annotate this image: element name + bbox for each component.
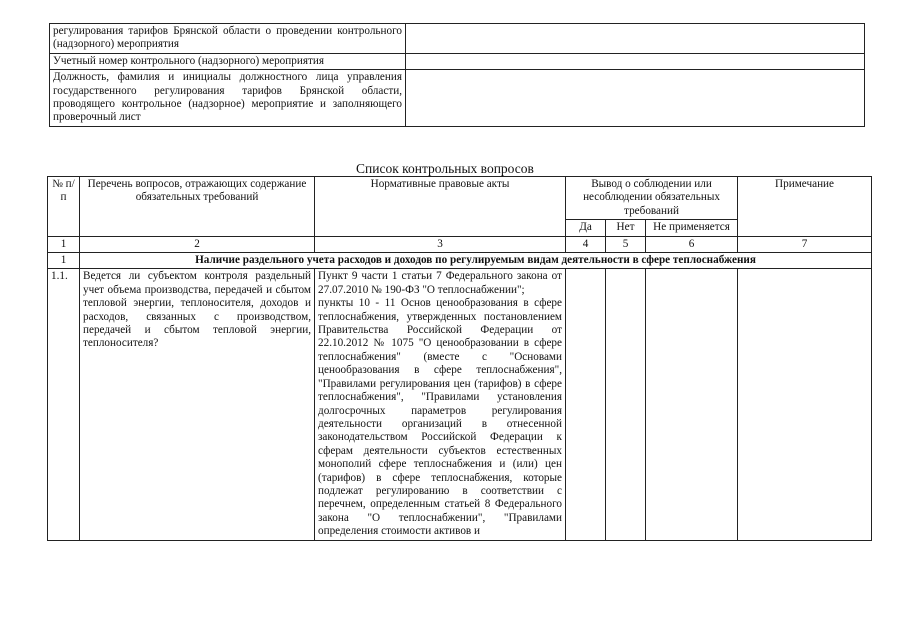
checklist-caption: Список контрольных вопросов	[356, 161, 534, 176]
header-note: Примечание	[738, 177, 872, 237]
section-number: 1	[48, 253, 80, 269]
answer-no-cell[interactable]	[606, 269, 646, 540]
header-conclusion: Вывод о соблюдении или несоблюдении обязательных требований	[566, 177, 738, 220]
answer-yes-cell[interactable]	[566, 269, 606, 540]
column-number: 5	[606, 236, 646, 252]
column-number: 6	[646, 236, 738, 252]
column-number: 3	[315, 236, 566, 252]
header-num: № п/п	[48, 177, 80, 237]
header-acts: Нормативные правовые акты	[315, 177, 566, 237]
section-row	[48, 253, 872, 269]
section-title: Наличие раздельного учета расходов и доходов по регулируемым видам деятельности в сфере теплоснабжения	[80, 253, 872, 269]
question-text: Ведется ли субъектом контроля раздельный учет объема производства, передачей и сбытом тепловой энергии, теплоносителя, доходов и расходов, связанных с производством, передачей и сбытом тепловой энергии, теплоносителя?	[80, 269, 315, 540]
legal-acts-text: Пункт 9 части 1 статьи 7 Федерального закона от 27.07.2010 № 190-ФЗ "О теплоснабжении"; пункты 10 - 11 Основ ценообразования в сфере теплоснабжения, утвержденных постановлением Правительства Российской Федерации от 22.10.2012 № 1075 "О ценообразовании в сфере теплоснабжения" (вместе с "Основами ценообразования в сфере теплоснабжения", "Правилами регулирования цен (тарифов) в сфере теплоснабжения", "Правилами установления долгосрочных параметров регулирования деятельности организаций в отнесенной законодательством Российской Федерации к сферам деятельности субъектов естественных монополий сфере теплоснабжения и (или) цен (тарифов) в сфере теплоснабжения, которые подлежат регулированию в соответствии с перечнем, определенным статьей 8 Федерального закона "О теплоснабжении", "Правилами определения стоимости активов и	[315, 269, 566, 540]
checklist-table	[47, 176, 872, 541]
header-questions: Перечень вопросов, отражающих содержание обязательных требований	[80, 177, 315, 237]
info-value[interactable]	[406, 70, 865, 127]
column-number-row	[48, 236, 872, 252]
column-number: 1	[48, 236, 80, 252]
header-na: Не применяется	[646, 220, 738, 236]
note-cell[interactable]	[738, 269, 872, 540]
column-number: 4	[566, 236, 606, 252]
question-row	[48, 269, 872, 540]
answer-na-cell[interactable]	[646, 269, 738, 540]
column-number: 7	[738, 236, 872, 252]
header-yes: Да	[566, 220, 606, 236]
info-value[interactable]	[406, 24, 865, 54]
info-row	[50, 53, 865, 69]
header-no: Нет	[606, 220, 646, 236]
column-number: 2	[80, 236, 315, 252]
info-value[interactable]	[406, 53, 865, 69]
question-number: 1.1.	[48, 269, 80, 540]
info-row	[50, 70, 865, 127]
info-label: Учетный номер контрольного (надзорного) мероприятия	[50, 53, 406, 69]
header-row	[48, 177, 872, 220]
info-row	[50, 24, 865, 54]
inspection-info-table	[49, 23, 865, 127]
info-label: регулирования тарифов Брянской области о проведении контрольного (надзорного) мероприятия	[50, 24, 406, 54]
info-label: Должность, фамилия и инициалы должностного лица управления государственного регулирования тарифов Брянской области, проводящего контрольное (надзорное) мероприятие и заполняющего проверочный лист	[50, 70, 406, 127]
